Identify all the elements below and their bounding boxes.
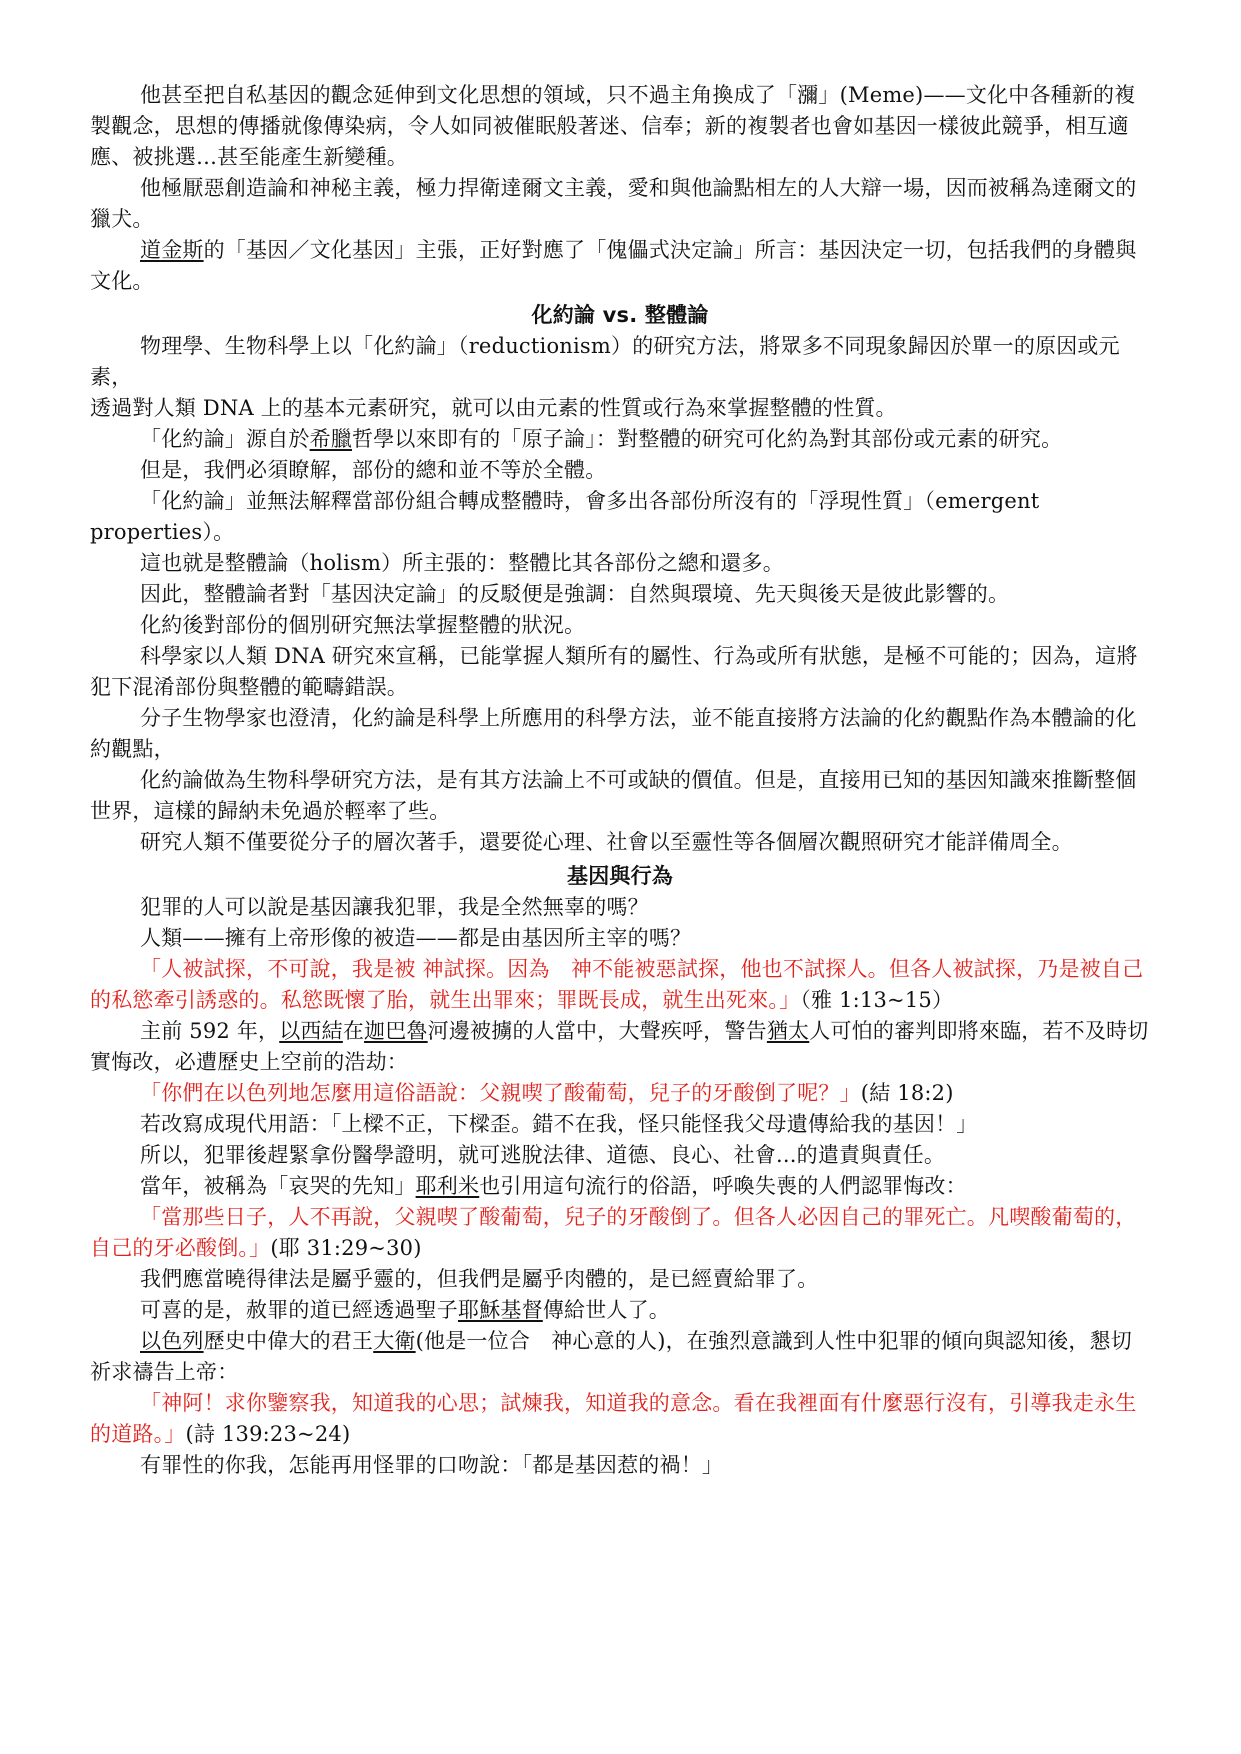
scripture-text: 「人被試探，不可說，我是被 神試探。因為 神不能被惡試探，他也不試探人。但各人被試探，乃是被自己的私慾牽引誘惑的。私慾既懷了胎，就生出罪來；罪既長成，就生出死來。」: [90, 957, 1144, 1012]
paragraph: [90, 331, 1150, 393]
text: 在: [342, 1019, 365, 1043]
text: 河邊被擄的人當中，大聲疾呼，警告: [427, 1019, 767, 1043]
paragraph: [90, 1264, 1150, 1295]
underlined-name: 大衛: [373, 1329, 416, 1353]
text: 當年，被稱為「哀哭的先知」: [140, 1174, 416, 1198]
text: 他極厭惡創造論和神秘主義，極力捍衛達爾文主義，愛和與他論點相左的人大辯一場，因而被稱為達爾文的獵犬。: [90, 176, 1137, 231]
scripture-reference: (詩 139:23~24): [185, 1422, 351, 1446]
text: 我們應當曉得律法是屬乎靈的，但我們是屬乎肉體的，是已經賣給罪了。: [140, 1267, 819, 1291]
section-heading: 化約論 vs. 整體論: [531, 303, 709, 327]
paragraph: [90, 1326, 1150, 1388]
text: 因此，整體論者對「基因決定論」的反駁便是強調：自然與環境、先天與後天是彼此影響的。: [140, 582, 1010, 606]
text: 的「基因／文化基因」主張，正好對應了「傀儡式決定論」所言：基因決定一切，包括我們的身體與文化。: [90, 238, 1137, 293]
paragraph: [90, 455, 1150, 486]
text: 有罪性的你我，怎能再用怪罪的口吻說：「都是基因惹的禍！」: [140, 1453, 724, 1477]
paragraph: [90, 641, 1150, 703]
paragraph: [90, 923, 1150, 954]
paragraph: [90, 393, 1150, 424]
paragraph: [90, 1295, 1150, 1326]
text: 物理學、生物科學上以「化約論」（reductionism）的研究方法，將眾多不同現象歸因於單一的原因或元素，: [90, 334, 1120, 389]
underlined-name: 猶太: [766, 1019, 810, 1043]
scripture-text: 「神阿！求你鑒察我，知道我的心思；試煉我，知道我的意念。看在我裡面有什麼惡行沒有，引導我走永生的道路。」: [90, 1391, 1137, 1446]
paragraph: [90, 1171, 1150, 1202]
scripture-reference: （雅 1:13~15）: [800, 988, 954, 1012]
paragraph: [90, 703, 1150, 765]
section-heading: 基因與行為: [567, 864, 673, 888]
paragraph: [90, 548, 1150, 579]
paragraph: [90, 765, 1150, 827]
paragraph: [90, 1016, 1150, 1078]
paragraph: [90, 173, 1150, 235]
text: 也引用這句流行的俗語，呼喚失喪的人們認罪悔改：: [479, 1174, 967, 1198]
text: 傳給世人了。: [542, 1298, 671, 1322]
paragraph: [90, 235, 1150, 297]
text: (他是一位合 神心意的人)，在強烈意識到人性中犯罪的傾向與認知後，懇切祈求禱告上帝：: [90, 1329, 1133, 1384]
scripture-reference: (耶 31:29~30): [270, 1236, 422, 1260]
text: 犯罪的人可以說是基因讓我犯罪，我是全然無辜的嗎？: [140, 895, 649, 919]
text: 人可怕的審判即將來臨，若不及時切實悔改，必遭歷史上空前的浩劫：: [90, 1019, 1149, 1074]
underlined-name: 耶穌基督: [458, 1298, 543, 1322]
text: 可喜的是，赦罪的道已經透過聖子: [140, 1298, 458, 1322]
paragraph: [90, 892, 1150, 923]
scripture-quote: [90, 1202, 1150, 1264]
text: 歷史中偉大的君王: [203, 1329, 374, 1353]
text: 他甚至把自私基因的觀念延伸到文化思想的領域，只不過主角換成了「瀰」(Meme)——文化中各種新的複製觀念，思想的傳播就像傳染病，令人如同被催眠般著迷、信奉；新的複製者也會如基因一樣彼此競爭，相互適應、被挑選…甚至能產生新變種。: [90, 83, 1136, 169]
scripture-reference: (結 18:2): [860, 1081, 954, 1105]
underlined-name: 迦巴魯: [364, 1019, 428, 1043]
paragraph: [90, 80, 1150, 173]
scripture-text: 「當那些日子，人不再說，父親喫了酸葡萄，兒子的牙酸倒了。但各人必因自己的罪死亡。凡喫酸葡萄的，自己的牙必酸倒。」: [90, 1205, 1137, 1260]
text: 分子生物學家也澄清，化約論是科學上所應用的科學方法，並不能直接將方法論的化約觀點作為本體論的化約觀點，: [90, 706, 1137, 761]
text: 研究人類不僅要從分子的層次著手，還要從心理、社會以至靈性等各個層次觀照研究才能詳備周全。: [140, 830, 1073, 854]
paragraph: [90, 610, 1150, 641]
scripture-quote: [90, 1078, 1150, 1109]
text: 哲學以來即有的「原子論」：對整體的研究可化約為對其部份或元素的研究。: [352, 427, 1063, 451]
scripture-quote: [90, 954, 1150, 1016]
text: 主前 592 年，: [140, 1019, 280, 1043]
underlined-name: 以色列: [140, 1329, 204, 1353]
paragraph: [90, 1450, 1150, 1481]
paragraph: [90, 424, 1150, 455]
underlined-name: 道金斯: [140, 238, 204, 262]
underlined-name: 耶利米: [415, 1174, 480, 1198]
text: 化約後對部份的個別研究無法掌握整體的狀況。: [140, 613, 586, 637]
document-page: [90, 80, 1150, 1481]
paragraph: [90, 579, 1150, 610]
scripture-quote: [90, 1388, 1150, 1450]
paragraph: [90, 486, 1150, 548]
text: 化約論做為生物科學研究方法，是有其方法論上不可或缺的價值。但是，直接用已知的基因知識來推斷整個世界，這樣的歸納未免過於輕率了些。: [90, 768, 1137, 823]
text: 人類——擁有上帝形像的被造——都是由基因所主宰的嗎？: [140, 926, 692, 950]
paragraph: [90, 1109, 1150, 1140]
text: 這也就是整體論（holism）所主張的：整體比其各部份之總和還多。: [140, 551, 784, 575]
text: 「化約論」並無法解釋當部份組合轉成整體時，會多出各部份所沒有的「浮現性質」（emergent properties）。: [90, 489, 1040, 544]
text: 透過對人類 DNA 上的基本元素研究，就可以由元素的性質或行為來掌握整體的性質。: [90, 396, 897, 420]
underlined-name: 以西結: [279, 1019, 343, 1043]
text: 但是，我們必須瞭解，部份的總和並不等於全體。: [140, 458, 607, 482]
paragraph: [90, 1140, 1150, 1171]
text: 若改寫成現代用語：「上樑不正，下樑歪。錯不在我，怪只能怪我父母遺傳給我的基因！」: [140, 1112, 978, 1136]
paragraph: [90, 827, 1150, 858]
text: 科學家以人類 DNA 研究來宣稱，已能掌握人類所有的屬性、行為或所有狀態，是極不可能的；因為，這將犯下混淆部份與整體的範疇錯誤。: [90, 644, 1138, 699]
underlined-name: 希臘: [309, 427, 353, 451]
scripture-text: 「你們在以色列地怎麼用這俗語說：父親喫了酸葡萄，兒子的牙酸倒了呢？」: [140, 1081, 861, 1105]
text: 所以，犯罪後趕緊拿份醫學證明，就可逃脫法律、道德、良心、社會...的遣責與責任。: [140, 1143, 946, 1167]
text: 「化約論」源自於: [140, 427, 310, 451]
